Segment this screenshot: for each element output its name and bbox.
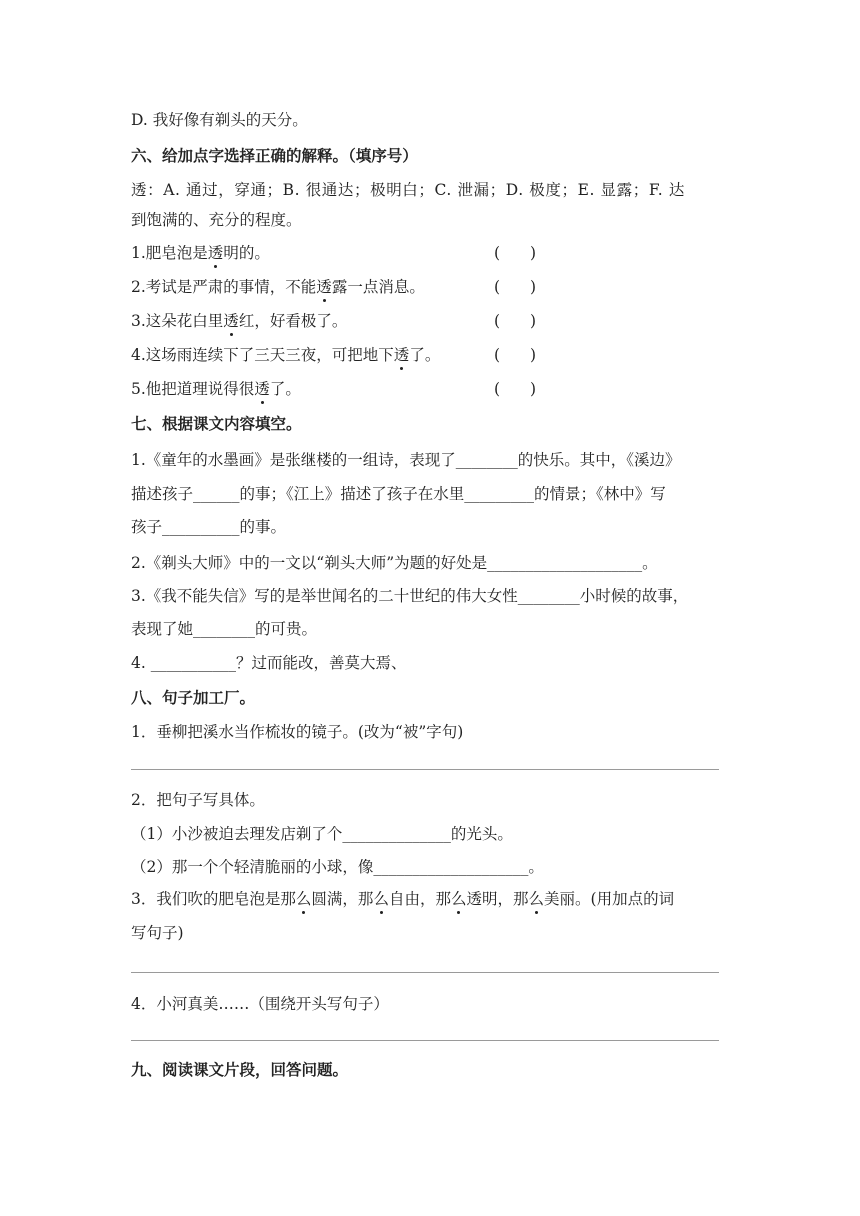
answer-paren-4[interactable]: ( ) bbox=[494, 346, 537, 364]
sec7-q3-line1: 3.《我不能失信》写的是举世闻名的二十世纪的伟大女性________小时候的故事， bbox=[131, 587, 689, 605]
sec8-q2-2: （2）那一个个轻清脆丽的小球，像____________________。 bbox=[131, 858, 544, 876]
sec7-q4: 4. ___________？过而能改，善莫大焉、 bbox=[131, 654, 407, 672]
sec7-q1-line1: 1.《童年的水墨画》是张继楼的一组诗，表现了________的快乐。其中，《溪边》 bbox=[131, 451, 681, 469]
sec6-item-2: 2.考试是严肃的事情，不能透露一点消息。 bbox=[131, 278, 425, 296]
sec8-q2-1: （1）小沙被迫去理发店剃了个______________的光头。 bbox=[131, 825, 513, 843]
section-6-title: 六、给加点字选择正确的解释。（填序号） bbox=[131, 147, 418, 165]
sec7-q1-line3: 孩子__________的事。 bbox=[131, 518, 287, 536]
dotted-char: 透 bbox=[207, 244, 224, 262]
sec7-q1-line2: 描述孩子______的事；《江上》描述了孩子在水里_________的情景；《林中》写 bbox=[131, 485, 666, 503]
sec6-item-1: 1.肥皂泡是透明的。 bbox=[131, 244, 270, 262]
sec6-item-4: 4.这场雨连续下了三天三夜，可把地下透了。 bbox=[131, 346, 441, 364]
section-7-title: 七、根据课文内容填空。 bbox=[131, 415, 302, 433]
dotted-char: 透 bbox=[223, 312, 239, 330]
answer-paren-2[interactable]: ( ) bbox=[494, 278, 537, 296]
sec6-item-3: 3.这朵花白里透红，好看极了。 bbox=[131, 312, 348, 330]
sec8-q3-line2: 写句子) bbox=[131, 924, 184, 942]
dotted-char: 透 bbox=[393, 346, 410, 364]
sec8-q4: 4．小河真美……（围绕开头写句子） bbox=[131, 995, 389, 1013]
dotted-word: 那么 bbox=[435, 890, 467, 908]
section-9-title: 九、阅读课文片段，回答问题。 bbox=[131, 1061, 349, 1079]
answer-line-1[interactable] bbox=[131, 769, 719, 770]
sec7-q3-line2: 表现了她________的可贵。 bbox=[131, 620, 318, 638]
previous-option-d: D. 我好像有剃头的天分。 bbox=[131, 111, 308, 129]
answer-line-2[interactable] bbox=[131, 972, 719, 973]
dotted-word: 那么 bbox=[280, 890, 312, 908]
answer-paren-5[interactable]: ( ) bbox=[494, 380, 537, 398]
section-8-title: 八、句子加工厂。 bbox=[131, 689, 256, 707]
dotted-char: 透 bbox=[316, 278, 332, 296]
answer-paren-3[interactable]: ( ) bbox=[494, 312, 537, 330]
dotted-word: 那么 bbox=[357, 890, 389, 908]
sec8-q2: 2．把句子写具体。 bbox=[131, 791, 265, 809]
answer-paren-1[interactable]: ( ) bbox=[494, 244, 537, 262]
dotted-char: 透 bbox=[254, 380, 270, 398]
sec6-item-5: 5.他把道理说得很透了。 bbox=[131, 380, 301, 398]
sec8-q3-line1: 3．我们吹的肥皂泡是那么圆满，那么自由，那么透明，那么美丽。(用加点的词 bbox=[131, 890, 675, 908]
sec8-q1: 1．垂柳把溪水当作梳妆的镜子。(改为“被”字句) bbox=[131, 723, 464, 741]
definition-line-1: 透：A. 通过，穿通；B. 很通达；极明白；C. 泄漏；D. 极度；E. 显露；F. 达 bbox=[131, 181, 685, 199]
dotted-word: 那么 bbox=[513, 890, 545, 908]
answer-line-3[interactable] bbox=[131, 1040, 719, 1041]
sec7-q2: 2.《剃头大师》中的一文以“剃头大师”为题的好处是____________________。 bbox=[131, 554, 658, 572]
definition-line-2: 到饱满的、充分的程度。 bbox=[131, 211, 302, 229]
